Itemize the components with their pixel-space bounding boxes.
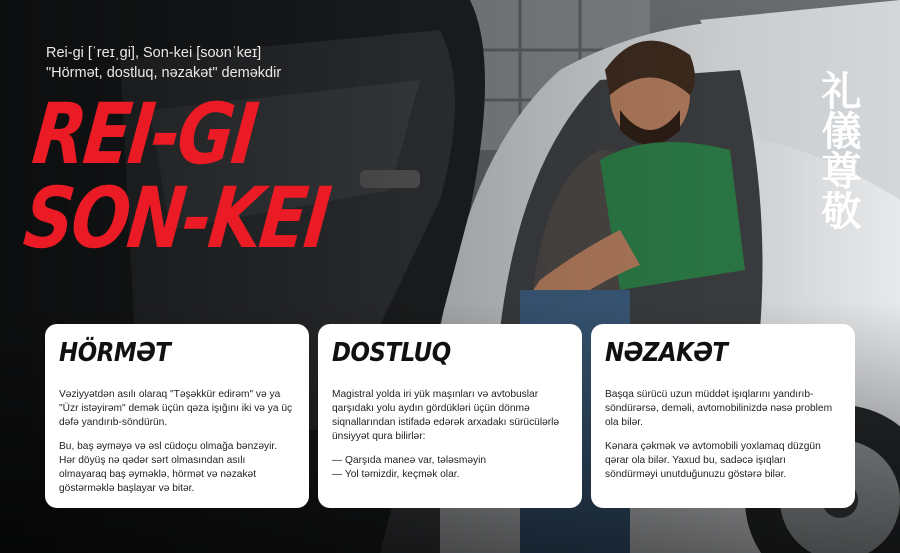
pronunciation-text: Rei-gi [ˈreɪˌgi], Son-kei [soʊnˈkeɪ]	[46, 45, 262, 61]
list-item: — Yol təmizdir, keçmək olar.	[332, 469, 460, 480]
title-line-2: SON-KEI	[19, 169, 334, 267]
card-paragraph: Başqa sürücü uzun müddət işıqlarını yandırıb-söndürərsə, deməli, avtomobilinizdə nəsə problem ola bilər.	[605, 389, 833, 428]
card-friendship	[318, 324, 582, 508]
card-title: DOSTLUQ	[332, 338, 451, 368]
card-paragraph: Bu, baş əyməyə və əsl cüdoçu olmağa bənzəyir. Hər döyüş nə qədər sərt olmasından asılı olmayaraq baş əyməklə, hörmət və nəzakət göstərməklə başlayar və bitər.	[59, 441, 278, 494]
card-respect	[45, 324, 309, 508]
card-list	[332, 454, 568, 482]
card-paragraph: Vəziyyətdən asılı olaraq "Təşəkkür edirəm" və ya "Üzr istəyirəm" demək üçün qəza işığını iki və ya üç dəfə yandırıb-söndürün.	[59, 389, 293, 428]
kanji-vertical-text: 礼儀尊敬	[815, 70, 861, 230]
card-title: NƏZAKƏT	[605, 338, 728, 368]
header-subtitle	[46, 43, 281, 83]
title-line-1: REI-GI	[28, 85, 261, 183]
meaning-text: "Hörmət, dostluq, nəzakət" deməkdir	[46, 65, 282, 81]
card-paragraph: Kənara çəkmək və avtomobili yoxlamaq düzgün qərar ola bilər. Yaxud bu, sadəcə işıqları söndürməyi unutduğunuzu göstərə bilər.	[605, 441, 821, 480]
card-title: HÖRMƏT	[59, 338, 171, 368]
page-title	[19, 85, 341, 267]
list-item: — Qarşıda maneə var, tələsməyin	[332, 455, 487, 466]
card-paragraph: Magistral yolda iri yük maşınları və avtobuslar qarşıdakı yolu aydın gördükləri üçün dönmə siqnallarından istifadə edərək arxadakı sürücülərlə ünsiyyət qura bilirlər:	[332, 389, 560, 442]
card-courtesy	[591, 324, 855, 508]
